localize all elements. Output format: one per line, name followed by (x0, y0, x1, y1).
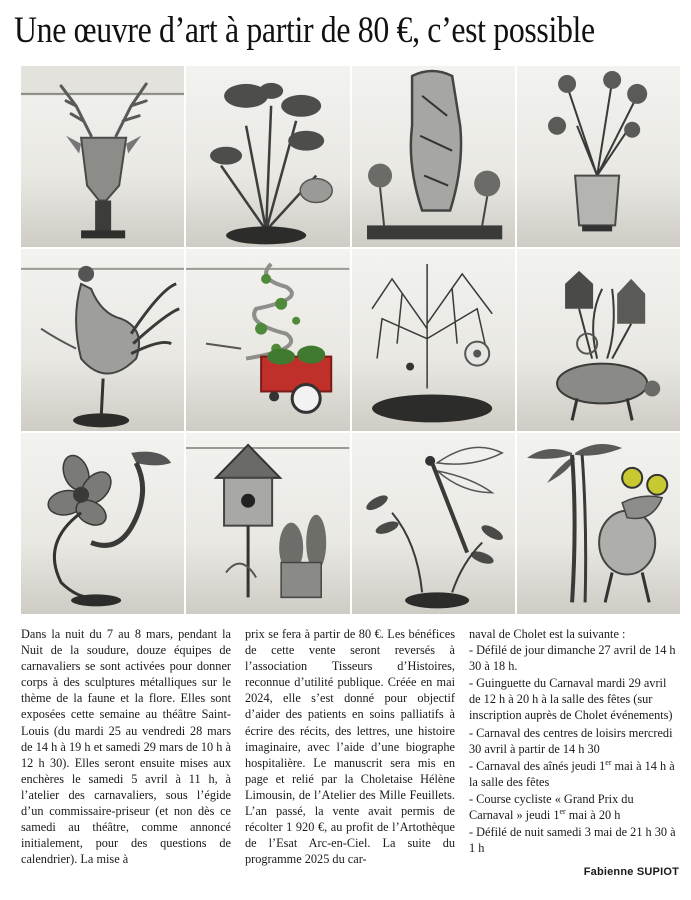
article-column-1 (21, 626, 231, 867)
program-item: - Guinguette du Carnaval mardi 29 avril de 12 h à 20 h à la salle des fêtes (sur inscription auprès de Cholet événements) (469, 676, 673, 723)
article-column-3 (469, 626, 679, 867)
birdhouse-sculpture-image (186, 433, 349, 614)
program-item: - Carnaval des aînés jeudi 1er mai à 14 h à la salle des fêtes (469, 757, 675, 789)
flower-and-caterpillar-sculpture-image (21, 433, 184, 614)
photo-vase-with-flowers-sculpture (517, 66, 680, 247)
photo-flower-bouquet-sculpture (186, 66, 349, 247)
program-item: - Défilé de nuit samedi 3 mai de 21 h 30 à 1 h (469, 825, 676, 856)
photo-birdhouse-sculpture (186, 433, 349, 614)
photo-palm-tree-and-frog-sculpture (517, 433, 680, 614)
photo-turtle-with-birdhouses-sculpture (517, 249, 680, 430)
photo-torso-with-flowers-sculpture (352, 66, 515, 247)
program-item: - Carnaval des centres de loisirs mercredi 30 avril à partir de 14 h 30 (469, 725, 673, 756)
turtle-with-birdhouses-sculpture-image (517, 249, 680, 430)
photo-rooster-sculpture (21, 249, 184, 430)
vase-with-flowers-sculpture-image (517, 66, 680, 247)
sculpture-photo-grid (21, 66, 680, 614)
flower-bouquet-sculpture-image (186, 66, 349, 247)
rooster-sculpture-image (21, 249, 184, 430)
program-intro: naval de Cholet est la suivante : (469, 627, 626, 641)
spiral-planter-cart-sculpture-image (186, 249, 349, 430)
article-body (21, 626, 680, 866)
torso-with-flowers-sculpture-image (352, 66, 515, 247)
willow-tree-sculpture-image (352, 249, 515, 430)
program-item: - Défilé de jour dimanche 27 avril de 14 h 30 à 18 h. (469, 643, 676, 674)
palm-tree-and-frog-sculpture-image (517, 433, 680, 614)
photo-flower-and-caterpillar-sculpture (21, 433, 184, 614)
photo-willow-tree-sculpture (352, 249, 515, 430)
headline: Une œuvre d’art à partir de 80 €, c’est possible (14, 10, 595, 51)
photo-spiral-planter-cart-sculpture (186, 249, 349, 430)
photo-dragonfly-sculpture (352, 433, 515, 614)
photo-deer-head-sculpture (21, 66, 184, 247)
article-column-2 (245, 626, 455, 867)
author-byline: Fabienne SUPIOT (583, 866, 679, 878)
article-paragraph-1: Dans la nuit du 7 au 8 mars, pendant la Nuit de la soudure, douze équipes de carnavaliers se sont activées pour donner corps à des sculptures métalliques sur le thème de la faune et la flore. Elles sont exposées cette semaine au théâtre Saint-Louis (du mardi 25 au vendredi 28 mars de 14 h à 19 h et samedi 29 mars de 10 h à 12 h 30). Elles seront ensuite mises aux enchères le samedi 5 avril à 11 h, à l’atelier des carnavaliers, sous l’égide d’un commissaire-priseur (et non dès ce samedi au théâtre, comme annoncé initialement, pour des questions de calendrier). La mise à (21, 627, 231, 867)
deer-head-sculpture-image (21, 66, 184, 247)
program-item: - Course cycliste « Grand Prix du Carnaval » jeudi 1er mai à 20 h (469, 791, 634, 823)
article-paragraph-2: prix se fera à partir de 80 €. Les bénéfices de cette vente seront reversés à l’association Tisseurs d’Histoires, reconnue d’utilité publique. Créée en mai 2024, elle s’est donné pour objectif d’aider des patients en soins palliatifs à écrire des récits, des lettres, une histoire imaginaire, avec l’aide d’une biographe hospitalière. Le manuscrit sera mis en page et relié par la Choletaise Hélène Limousin, de l’Atelier des Mille Feuillets. L’an passé, la vente avait permis de récolter 1 920 €, au profit de l’Artothèque de l’Esat Arc-en-Ciel. La suite du programme 2025 du car- (245, 627, 455, 867)
dragonfly-sculpture-image (352, 433, 515, 614)
